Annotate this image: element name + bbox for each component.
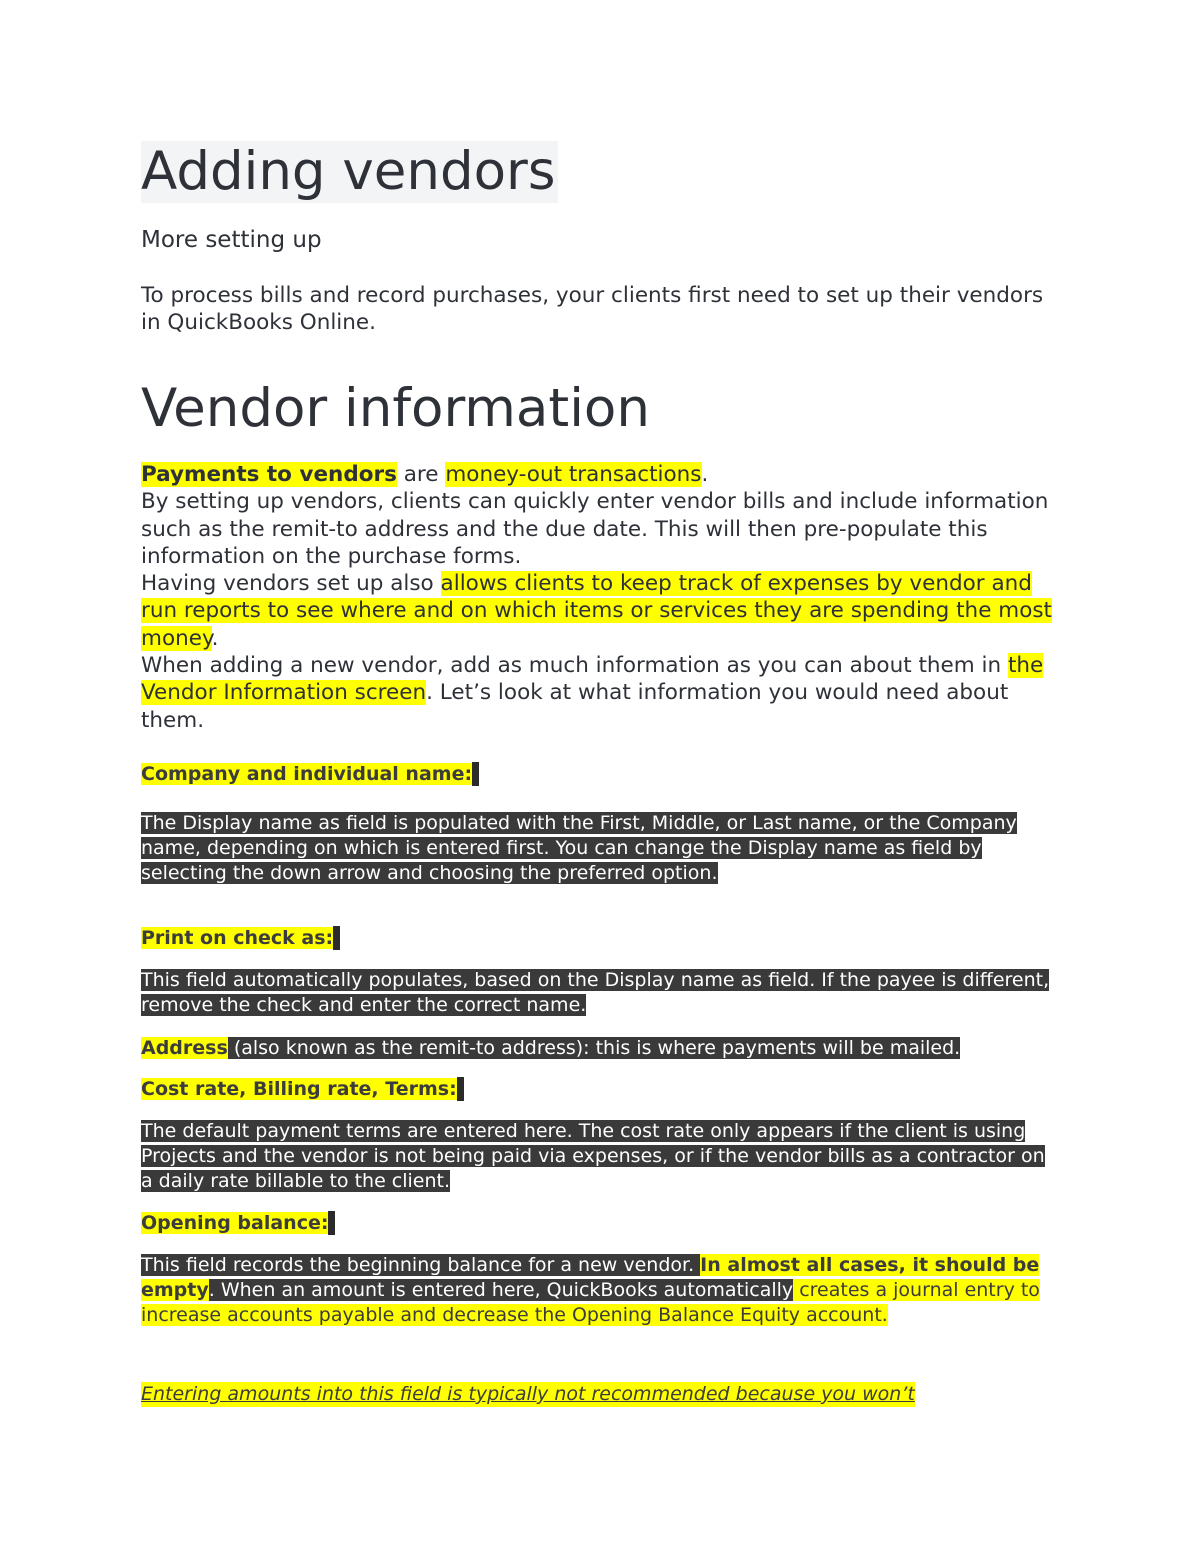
highlight-vendor-information-screen: the Vendor Information screen xyxy=(141,653,1044,706)
section-body xyxy=(141,461,1061,734)
italic-note: Entering amounts into this field is typically not recommended because you won’t xyxy=(141,1383,915,1405)
opening-bold-highlight: In almost all cases, it should be empty xyxy=(141,1254,1040,1301)
paragraph-setting-up: By setting up vendors, clients can quickly enter vendor bills and include information such as the remit-to address and the due date. This will then pre-populate this information on the purchase forms. xyxy=(141,489,1049,569)
address-label: Address xyxy=(141,1037,228,1059)
intro-paragraph: To process bills and record purchases, your clients first need to set up their vendors in QuickBooks Online. xyxy=(141,283,1044,335)
company-label xyxy=(141,762,479,786)
opening-text-part1: This field records the beginning balance for a new vendor. xyxy=(141,1254,701,1276)
cost-label xyxy=(141,1077,464,1101)
text-cursor xyxy=(472,762,479,786)
paragraph-text: . Let’s look at what information you would need about them. xyxy=(141,680,1009,733)
paragraph-text: . xyxy=(211,625,219,651)
cost-text xyxy=(141,1119,1061,1194)
text-cursor xyxy=(333,926,340,950)
paragraph-payments xyxy=(141,461,1061,488)
paragraph-text: . xyxy=(701,462,709,487)
cost-label-text: Cost rate, Billing rate, Terms: xyxy=(141,1078,457,1100)
paragraph-adding-new-vendor xyxy=(141,652,1061,734)
text-cursor xyxy=(328,1211,335,1235)
paragraph-text: Having vendors set up also xyxy=(141,571,441,597)
page-subtitle: More setting up xyxy=(141,227,322,253)
opening-text-part3: creates a journal entry to increase accounts payable and decrease the Opening Balance Equity account. xyxy=(141,1279,1040,1326)
print-text-content: This field automatically populates, based on the Display name as field. If the payee is different, remove the check and enter the correct name. xyxy=(141,969,1050,1016)
print-text xyxy=(141,968,1061,1018)
text-cursor xyxy=(457,1077,464,1101)
paragraph-text: are xyxy=(396,462,446,487)
opening-label-text: Opening balance: xyxy=(141,1212,329,1234)
opening-text xyxy=(141,1253,1061,1328)
opening-label xyxy=(141,1211,335,1235)
page-title: Adding vendors xyxy=(141,141,558,203)
section-heading: Vendor information xyxy=(141,378,650,439)
print-label-text: Print on check as: xyxy=(141,927,334,949)
paragraph-having-vendors xyxy=(141,570,1061,652)
address-text: (also known as the remit-to address): this is where payments will be mailed. xyxy=(227,1037,961,1059)
company-label-text: Company and individual name: xyxy=(141,763,473,785)
opening-text-part2: . When an amount is entered here, QuickBooks automatically xyxy=(208,1279,794,1301)
highlight-money-out: money-out transactions xyxy=(445,462,702,487)
address-line xyxy=(141,1036,1061,1061)
company-text-content: The Display name as field is populated with the First, Middle, or Last name, or the Company name, depending on which is entered first. You can change the Display name as field by selecting the down arrow and choosing the preferred option. xyxy=(141,812,1017,884)
paragraph-text: When adding a new vendor, add as much information as you can about them in xyxy=(141,653,1008,679)
cost-text-content: The default payment terms are entered here. The cost rate only appears if the client is using Projects and the vendor is not being paid via expenses, or if the vendor bills as a contractor on a daily rate billable to the client. xyxy=(141,1120,1045,1192)
highlight-track-expenses: allows clients to keep track of expenses by vendor and run reports to see where and on which items or services they are spending the most money xyxy=(141,571,1052,651)
highlight-payments-to-vendors: Payments to vendors xyxy=(141,462,397,487)
company-text xyxy=(141,811,1061,886)
print-label xyxy=(141,926,340,950)
